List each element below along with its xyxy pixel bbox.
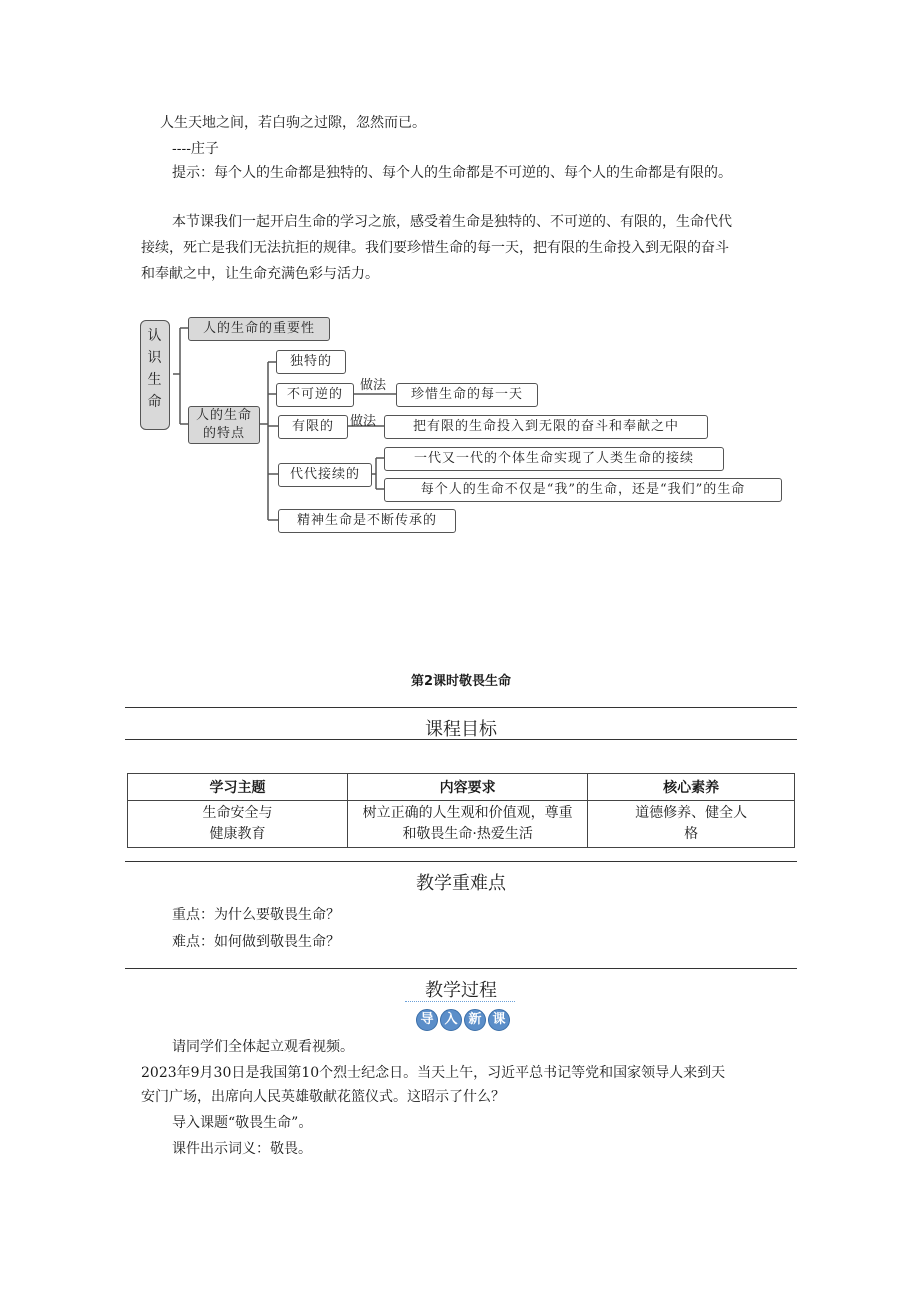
badge-char: 课 <box>488 1009 510 1031</box>
process-p1: 请同学们全体起立观看视频。 <box>172 1039 354 1055</box>
divider <box>125 861 797 862</box>
divider <box>125 968 797 969</box>
mindmap-continuation: 一代又一代的个体生命实现了人类生命的接续 <box>384 447 724 471</box>
mindmap-method-label-1: 做法 <box>360 378 387 393</box>
summary-line-2: 接续，死亡是我们无法抗拒的规律。我们要珍惜生命的每一天，把有限的生命投入到无限的奋斗 <box>141 240 729 256</box>
mindmap-importance: 人的生命的重要性 <box>188 317 330 341</box>
goals-heading: 课程目标 <box>425 719 497 740</box>
mindmap-cherish: 珍惜生命的每一天 <box>396 383 538 407</box>
lesson-title: 第2课时敬畏生命 <box>410 674 512 689</box>
table-row <box>128 801 795 848</box>
table-header-topic: 学习主题 <box>128 774 348 801</box>
process-p2-line-1: 2023年9月30日是我国第10个烈士纪念日。当天上午，习近平总书记等党和国家领导人来到天 <box>141 1065 726 1081</box>
table-header-content: 内容要求 <box>348 774 588 801</box>
keypoints-heading: 教学重难点 <box>416 873 506 894</box>
mindmap-limited: 有限的 <box>278 415 348 439</box>
table-header-row <box>128 774 795 801</box>
process-heading-underline <box>405 1001 515 1002</box>
divider <box>125 707 797 708</box>
table-header-literacy: 核心素养 <box>588 774 795 801</box>
difficult-point: 难点：如何做到敬畏生命？ <box>172 934 340 950</box>
process-p3: 导入课题“敬畏生命”。 <box>172 1115 313 1131</box>
mindmap-root: 认识生命 <box>140 320 170 430</box>
mindmap-spiritual: 精神生命是不断传承的 <box>278 509 456 533</box>
badge-char: 新 <box>464 1009 486 1031</box>
table-cell-content: 树立正确的人生观和价值观，尊重 和敬畏生命·热爱生活 <box>348 801 588 848</box>
mindmap-ours: 每个人的生命不仅是“我”的生命，还是“我们”的生命 <box>384 478 782 502</box>
quote-hint: 提示：每个人的生命都是独特的、每个人的生命都是不可逆的、每个人的生命都是有限的。 <box>172 165 732 181</box>
quote-text: 人生天地之间，若白驹之过隙，忽然而已。 <box>160 115 426 131</box>
goals-table <box>127 773 795 848</box>
process-p4: 课件出示词义：敬畏。 <box>172 1141 312 1157</box>
mindmap-irreversible: 不可逆的 <box>276 383 354 407</box>
mindmap <box>138 316 788 538</box>
table-cell-topic: 生命安全与 健康教育 <box>128 801 348 848</box>
intro-badge <box>416 1009 510 1031</box>
badge-char: 入 <box>440 1009 462 1031</box>
quote-author: ----庄子 <box>172 141 219 157</box>
mindmap-generational: 代代接续的 <box>278 463 372 487</box>
divider <box>125 739 797 740</box>
summary-line-3: 和奉献之中，让生命充满色彩与活力。 <box>141 266 379 282</box>
mindmap-method-label-2: 做法 <box>350 414 377 429</box>
mindmap-devote: 把有限的生命投入到无限的奋斗和奉献之中 <box>384 415 708 439</box>
key-point: 重点：为什么要敬畏生命？ <box>172 907 340 923</box>
badge-char: 导 <box>416 1009 438 1031</box>
mindmap-features: 人的生命的特点 <box>188 406 260 444</box>
process-p2-line-2: 安门广场，出席向人民英雄敬献花篮仪式。这昭示了什么？ <box>141 1089 505 1105</box>
mindmap-unique: 独特的 <box>276 350 346 374</box>
summary-line-1: 本节课我们一起开启生命的学习之旅，感受着生命是独特的、不可逆的、有限的，生命代代 <box>172 214 732 230</box>
table-cell-literacy: 道德修养、健全人 格 <box>588 801 795 848</box>
process-heading: 教学过程 <box>425 980 497 1001</box>
